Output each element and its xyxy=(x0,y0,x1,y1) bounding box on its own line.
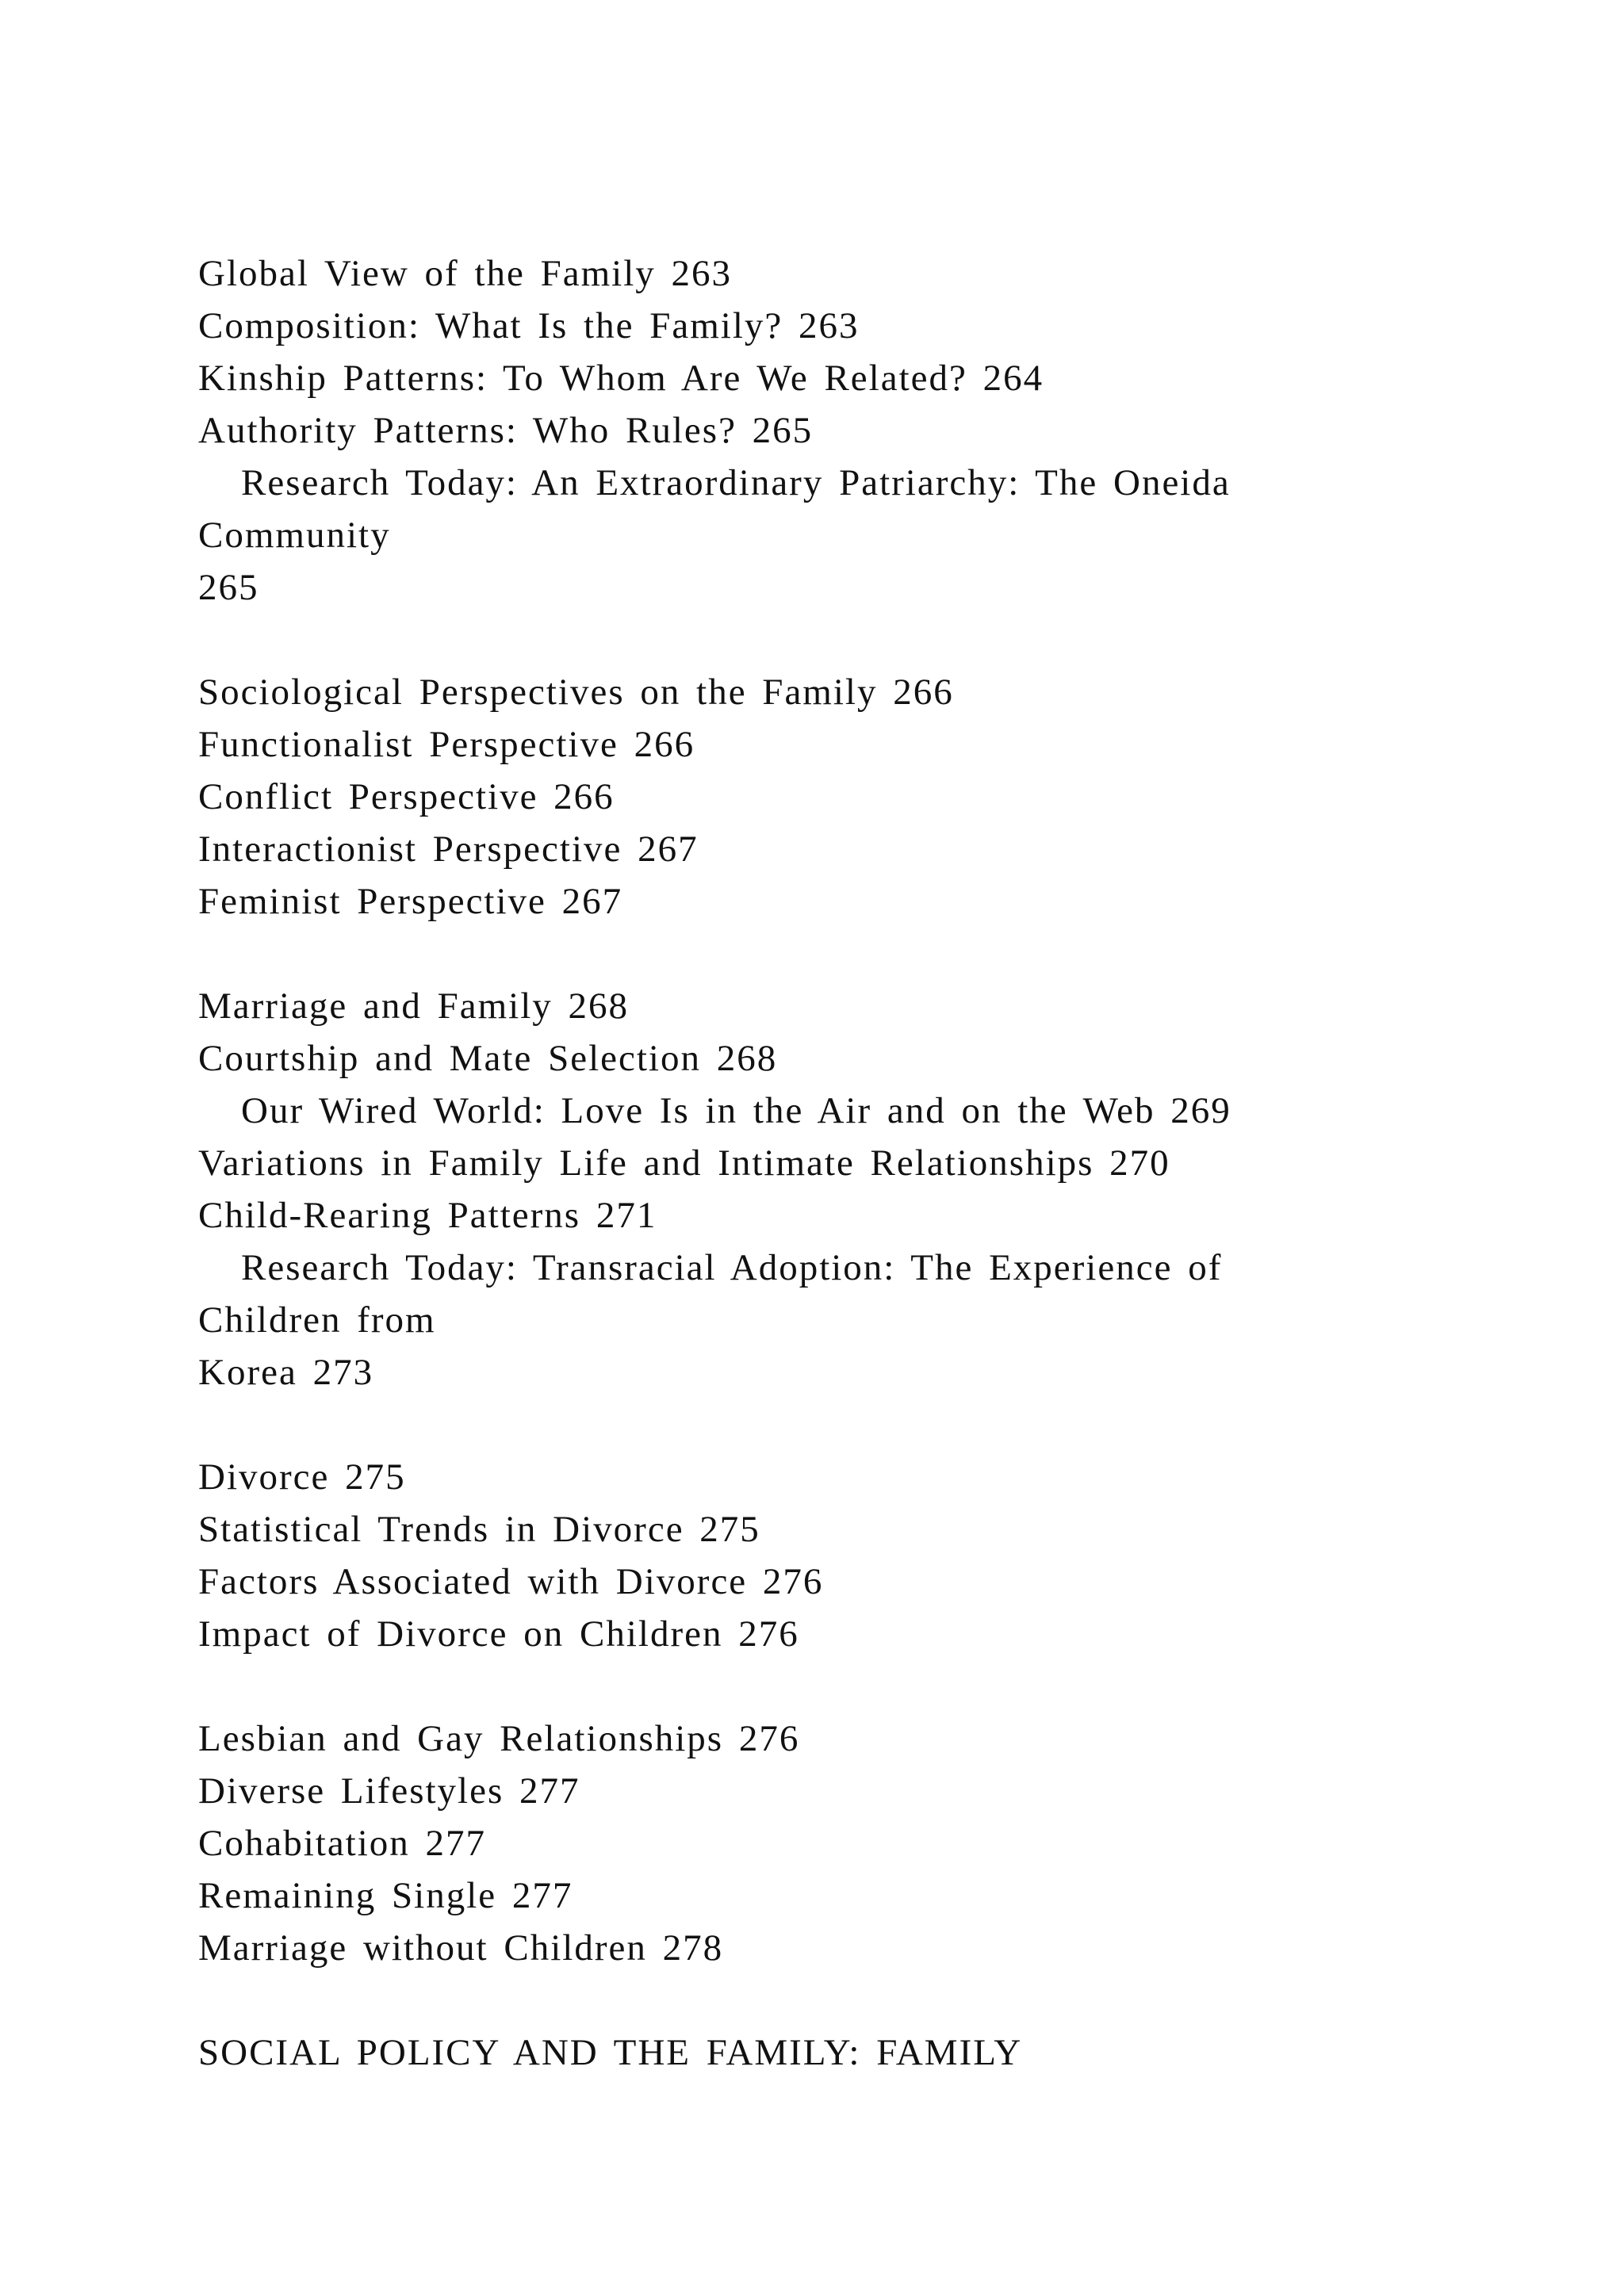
toc-entry-research-oneida: Research Today: An Extraordinary Patriarchy: The Oneida xyxy=(241,462,1231,503)
toc-entry-functionalist: Functionalist Perspective 266 xyxy=(198,724,695,765)
toc-entry-research-oneida-cont: Community xyxy=(198,515,391,556)
toc-entry-sociological-perspectives: Sociological Perspectives on the Family 266 xyxy=(198,672,954,713)
section-gap xyxy=(198,1399,1546,1451)
toc-entry-interactionist: Interactionist Perspective 267 xyxy=(198,828,699,870)
toc-entry-research-oneida-page: 265 xyxy=(198,567,259,608)
section-gap xyxy=(198,1974,1546,2026)
toc-entry-lesbian-gay: Lesbian and Gay Relationships 276 xyxy=(198,1718,800,1759)
toc-entry-feminist: Feminist Perspective 267 xyxy=(198,881,623,922)
toc-entry-factors-divorce: Factors Associated with Divorce 276 xyxy=(198,1561,824,1602)
section-gap xyxy=(198,928,1546,980)
section-gap xyxy=(198,614,1546,666)
toc-entry-variations: Variations in Family Life and Intimate Relationships 270 xyxy=(198,1142,1170,1184)
toc-entry-global-view: Global View of the Family 263 xyxy=(198,253,733,294)
section-gap xyxy=(198,1660,1546,1712)
toc-entry-conflict: Conflict Perspective 266 xyxy=(198,776,615,817)
toc-entry-remaining-single: Remaining Single 277 xyxy=(198,1875,573,1916)
toc-entry-authority-patterns: Authority Patterns: Who Rules? 265 xyxy=(198,410,814,451)
toc-entry-research-transracial: Research Today: Transracial Adoption: The Experience of xyxy=(241,1247,1223,1288)
toc-entry-wired-world: Our Wired World: Love Is in the Air and on the Web 269 xyxy=(241,1090,1231,1131)
toc-entry-courtship: Courtship and Mate Selection 268 xyxy=(198,1038,778,1079)
toc-entry-divorce: Divorce 275 xyxy=(198,1456,406,1498)
toc-entry-composition: Composition: What Is the Family? 263 xyxy=(198,305,860,346)
toc-entry-research-transracial-page: Korea 273 xyxy=(198,1352,374,1393)
toc-entry-impact-divorce: Impact of Divorce on Children 276 xyxy=(198,1613,799,1655)
toc-entry-statistical-trends: Statistical Trends in Divorce 275 xyxy=(198,1509,760,1550)
toc-entry-child-rearing: Child-Rearing Patterns 271 xyxy=(198,1195,657,1236)
toc-entry-marriage-family: Marriage and Family 268 xyxy=(198,985,630,1027)
table-of-contents xyxy=(198,247,1546,2079)
toc-entry-cohabitation: Cohabitation 277 xyxy=(198,1823,487,1864)
toc-entry-diverse-lifestyles: Diverse Lifestyles 277 xyxy=(198,1770,580,1812)
toc-entry-kinship-patterns: Kinship Patterns: To Whom Are We Related? 264 xyxy=(198,358,1044,399)
toc-entry-marriage-without-children: Marriage without Children 278 xyxy=(198,1927,724,1969)
toc-entry-research-transracial-cont: Children from xyxy=(198,1299,436,1341)
toc-entry-social-policy: SOCIAL POLICY AND THE FAMILY: FAMILY xyxy=(198,2032,1023,2073)
